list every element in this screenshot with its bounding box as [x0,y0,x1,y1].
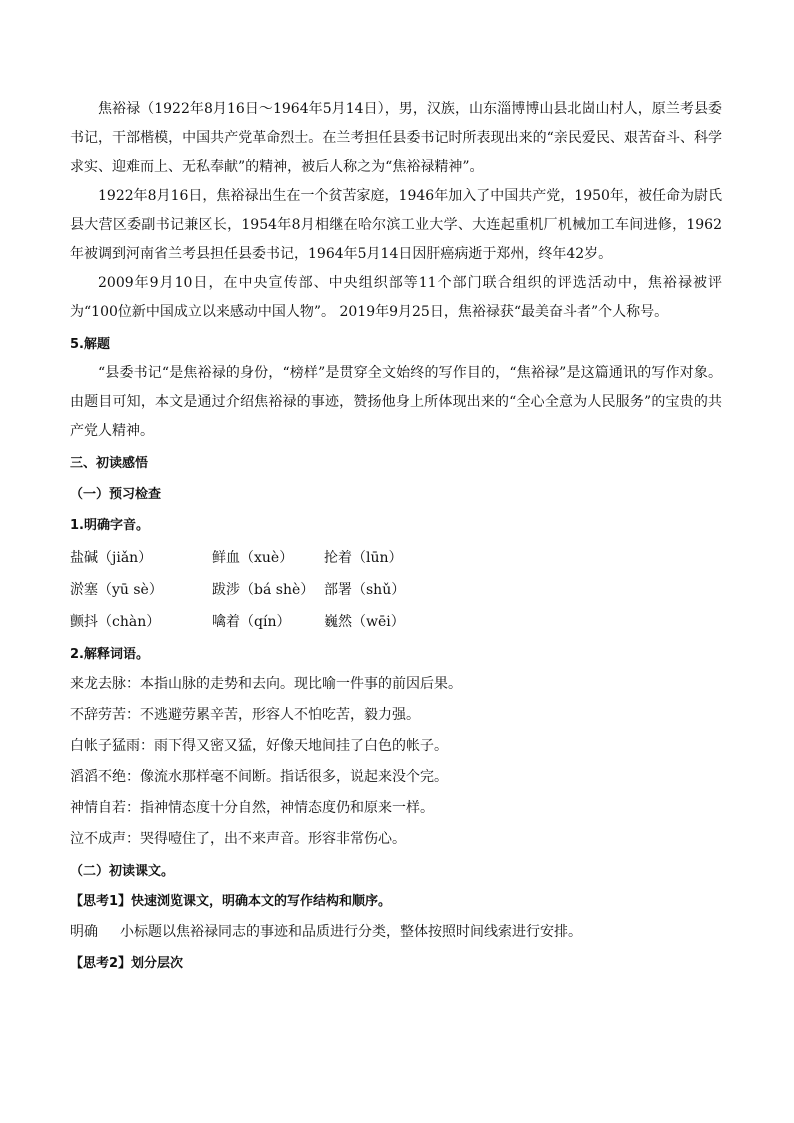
think-1-answer [70,917,722,948]
intro-paragraph-2: 1922年8月16日，焦裕禄出生在一个贫苦家庭，1946年加入了中国共产党，1950年，被任命为尉氏县大营区委副书记兼区长，1954年8月相继在哈尔滨工业大学、大连起重机厂机械加工车间进修，1962年被调到河南省兰考县担任县委书记，1964年5月14日因肝癌病逝于郑州，终年42岁。 [70,188,722,262]
vocabulary-item: 泣不成声：哭得噎住了，出不来声音。形容非常伤心。 [70,831,406,847]
pronunciation-heading: 1.明确字音。 [70,518,149,533]
pronunciation-item: 噙着（qín） [212,614,291,630]
vocabulary-item: 滔滔不绝：像流水那样毫不间断。指话很多，说起来没个完。 [70,769,448,785]
think-question-2 [70,948,722,979]
section-5-text: “县委书记“是焦裕禄的身份，“榜样”是贯穿全文始终的写作目的，“焦裕禄”是这篇通讯的写作对象。由题目可知，本文是通过介绍焦裕禄的事迹，赞扬他身上所体现出来的“全心全意为人民服务”的宝贵的共产党人精神。 [70,365,722,439]
intro-paragraph-3: 2009年9月10日，在中央宣传部、中央组织部等11个部门联合组织的评选活动中，焦裕禄被评为“100位新中国成立以来感动中国人物”。 2019年9月25日，焦裕禄获“最美奋斗者”个人称号。 [70,275,722,320]
intro-paragraph-1: 焦裕禄（1922年8月16日～1964年5月14日），男，汉族，山东淄博博山县北崮山村人，原兰考县委书记，干部楷模，中国共产党革命烈士。在兰考担任县委书记时所表现出来的“亲民爱民、艰苦奋斗、科学求实、迎难而上、无私奉献”的精神，被后人称之为“焦裕禄精神”。 [70,101,722,175]
pronunciation-item: 盐碱（jiǎn） [70,550,153,566]
pronunciation-item: 鲜血（xuè） [212,550,294,566]
pronunciation-item: 跋涉（bá shè） [212,582,315,598]
pronunciation-item: 淤塞（yū sè） [70,582,163,598]
document-body [70,95,722,979]
pronunciation-item: 颤抖（chàn） [70,614,161,630]
pronunciation-item: 巍然（wēi） [324,614,405,630]
vocabulary-heading: 2.解释词语。 [70,647,149,662]
pronunciation-grid [70,542,722,638]
think-2-text: 划分层次 [131,956,184,971]
vocabulary-item: 白帐子猛雨：雨下得又密又猛，好像天地间挂了白色的帐子。 [70,738,448,754]
think-question-1 [70,886,722,917]
pronunciation-item: 抡着（lūn） [324,550,403,566]
vocabulary-item: 来龙去脉：本指山脉的走势和去向。现比喻一件事的前因后果。 [70,676,462,692]
vocabulary-item: 不辞劳苦：不逃避劳累辛苦，形容人不怕吃苦，毅力强。 [70,707,420,723]
vocabulary-item: 神情自若：指神情态度十分自然，神情态度仍和原来一样。 [70,800,434,816]
section-5-heading: 5.解题 [70,337,110,352]
answer-text: 小标题以焦裕禄同志的事迹和品质进行分类，整体按照时间线索进行安排。 [120,924,582,940]
think-2-tag: 【思考2】 [70,956,132,971]
first-reading-heading: （二）初读课文。 [70,864,175,879]
pronunciation-item: 部署（shǔ） [324,582,406,598]
think-1-text: 快速浏览课文，明确本文的写作结构和顺序。 [131,894,392,909]
think-1-tag: 【思考1】 [70,894,132,909]
answer-label: 明确 [70,924,98,940]
section-3-heading: 三、初读感悟 [70,456,149,471]
preview-check-heading: （一）预习检查 [70,487,162,502]
